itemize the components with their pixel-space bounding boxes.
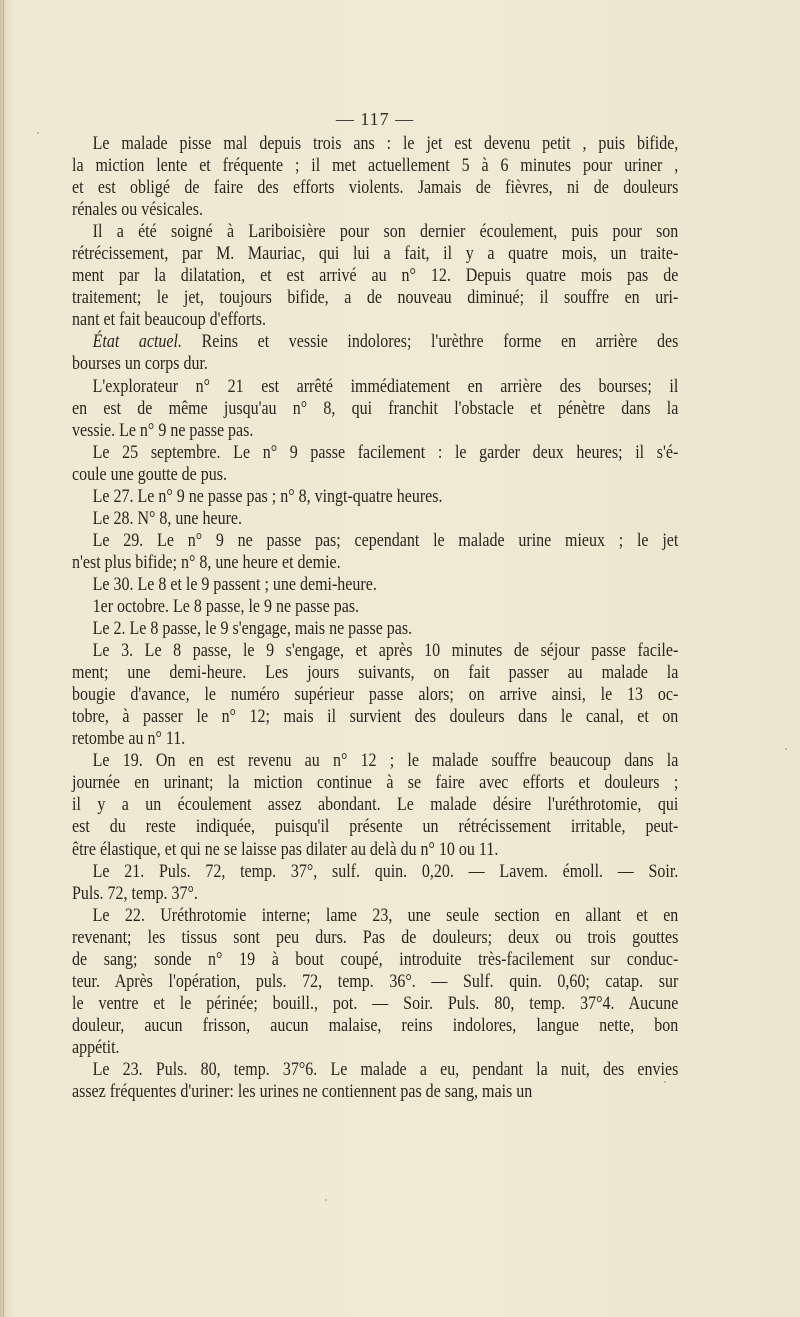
text-line: coule une goutte de pus.	[72, 463, 227, 485]
paragraph-p16	[72, 1059, 678, 1103]
text-line: en est de même jusqu'au n° 8, qui franchit l'obstacle et pénètre dans la	[72, 397, 679, 419]
text-line: Le 2. Le 8 passe, le 9 s'engage, mais ne passe pas.	[92, 618, 413, 640]
text-line: journée en urinant; la miction continue à se faire avec efforts et douleurs ;	[72, 772, 679, 794]
text-line: traitement; le jet, toujours bifide, a de nouveau diminué; il souffre en uri-	[72, 287, 679, 309]
paragraph-p15	[72, 905, 678, 1059]
text-line: assez fréquentes d'uriner: les urines ne contiennent pas de sang, mais un	[72, 1081, 533, 1103]
text-span: Reins et vessie indolores; l'urèthre forme en arrière des	[181, 331, 679, 353]
text-line: L'explorateur n° 21 est arrêté immédiatement en arrière des bourses; il	[92, 375, 679, 397]
paper-speck	[785, 748, 787, 750]
text-line: est du reste indiquée, puisqu'il présente un rétrécissement irritable, peut-	[72, 816, 679, 838]
text-line: de sang; sonde n° 19 à bout coupé, introduite très-facilement sur conduc-	[72, 948, 679, 970]
paragraph-p9	[72, 574, 678, 596]
text-line: le ventre et le périnée; bouill., pot. — Soir. Puls. 80, temp. 37°4. Aucune	[72, 992, 679, 1014]
paragraph-p13	[72, 750, 678, 860]
italic-heading: État actuel.	[92, 331, 182, 353]
text-line: Le 25 septembre. Le n° 9 passe facilement : le garder deux heures; il s'é-	[92, 441, 679, 463]
text-line: retombe au n° 11.	[72, 728, 186, 750]
text-line: Le 22. Uréthrotomie interne; lame 23, une seule section en allant et en	[92, 904, 679, 926]
paragraph-p8	[72, 530, 678, 574]
text-line: Il a été soigné à Lariboisière pour son dernier écoulement, puis pour son	[92, 221, 679, 243]
paragraph-p2	[72, 221, 678, 331]
text-line	[72, 331, 678, 353]
text-line: n'est plus bifide; n° 8, une heure et demie.	[72, 551, 341, 573]
text-line: il y a un écoulement assez abondant. Le malade désire l'uréthrotomie, qui	[72, 794, 679, 816]
paragraph-p4	[72, 376, 678, 442]
paper-speck	[37, 132, 39, 134]
text-line: Le 29. Le n° 9 ne passe pas; cependant le malade urine mieux ; le jet	[92, 529, 679, 551]
text-line: tobre, à passer le n° 12; mais il survient des douleurs dans le canal, et on	[72, 706, 679, 728]
text-line: Le 28. N° 8, une heure.	[92, 507, 243, 529]
paper-speck	[325, 1199, 327, 1201]
paragraph-p11	[72, 618, 678, 640]
text-line: Le 23. Puls. 80, temp. 37°6. Le malade a eu, pendant la nuit, des envies	[92, 1058, 679, 1080]
text-line: Le 27. Le n° 9 ne passe pas ; n° 8, vingt-quatre heures.	[92, 485, 443, 507]
text-line: être élastique, et qui ne se laisse pas dilater au delà du n° 10 ou 11.	[72, 838, 499, 860]
paragraph-p3	[72, 331, 678, 375]
text-line: Le 3. Le 8 passe, le 9 s'engage, et après 10 minutes de séjour passe facile-	[92, 640, 679, 662]
text-line: Le 21. Puls. 72, temp. 37°, sulf. quin. 0,20. — Lavem. émoll. — Soir.	[92, 860, 679, 882]
paragraph-p1	[72, 133, 678, 221]
text-line: Le malade pisse mal depuis trois ans : le jet est devenu petit , puis bifide,	[92, 133, 679, 154]
text-line: appétit.	[72, 1036, 120, 1058]
text-line: Le 19. On en est revenu au n° 12 ; le malade souffre beaucoup dans la	[92, 750, 679, 772]
text-line: et est obligé de faire des efforts violents. Jamais de fièvres, ni de douleurs	[72, 177, 679, 199]
text-line: douleur, aucun frisson, aucun malaise, reins indolores, langue nette, bon	[72, 1014, 679, 1036]
page-number: — 117 —	[335, 109, 415, 129]
paragraph-p5	[72, 442, 678, 486]
body-text	[72, 133, 678, 1103]
text-line: ment; une demi-heure. Les jours suivants, on fait passer au malade la	[72, 662, 679, 684]
text-line: la miction lente et fréquente ; il met actuellement 5 à 6 minutes pour uriner ,	[72, 155, 679, 177]
text-line: teur. Après l'opération, puls. 72, temp. 36°. — Sulf. quin. 0,60; catap. sur	[72, 970, 679, 992]
text-line: rétrécissement, par M. Mauriac, qui lui a fait, il y a quatre mois, un traite-	[72, 243, 679, 265]
text-line: bourses un corps dur.	[72, 353, 208, 375]
paragraph-p7	[72, 508, 678, 530]
paragraph-p6	[72, 486, 678, 508]
paragraph-p14	[72, 861, 678, 905]
text-line: 1er octobre. Le 8 passe, le 9 ne passe pas.	[92, 595, 360, 617]
paper-speck	[664, 1081, 666, 1083]
text-line: Puls. 72, temp. 37°.	[72, 882, 198, 904]
text-line: rénales ou vésicales.	[72, 199, 203, 221]
text-line: vessie. Le n° 9 ne passe pas.	[72, 419, 254, 441]
paragraph-p10	[72, 596, 678, 618]
text-line: revenant; les tissus sont peu durs. Pas de douleurs; deux ou trois gouttes	[72, 926, 679, 948]
text-line: ment par la dilatation, et est arrivé au n° 12. Depuis quatre mois pas de	[72, 265, 679, 287]
page-spine-edge	[3, 0, 4, 1317]
text-line: bougie d'avance, le numéro supérieur passe alors; on arrive ainsi, le 13 oc-	[72, 684, 679, 706]
text-line: nant et fait beaucoup d'efforts.	[72, 309, 266, 331]
paragraph-p12	[72, 640, 678, 750]
text-line: Le 30. Le 8 et le 9 passent ; une demi-heure.	[92, 573, 377, 595]
